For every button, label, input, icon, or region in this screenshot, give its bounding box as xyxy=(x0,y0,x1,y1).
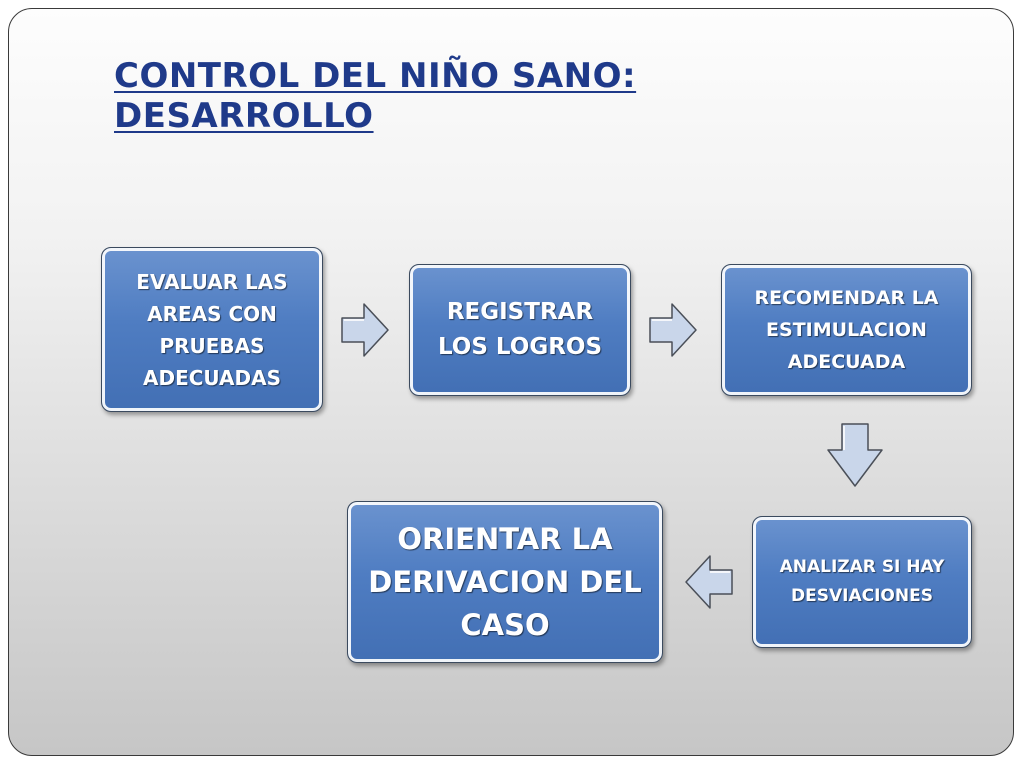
step-registrar xyxy=(409,264,631,396)
title-line-1: CONTROL DEL NIÑO SANO: xyxy=(114,56,637,96)
step-registrar-label: REGISTRAR LOS LOGROS xyxy=(437,299,603,360)
step-orientar xyxy=(347,501,663,663)
step-analizar xyxy=(752,516,972,648)
arrow-left-icon xyxy=(682,552,736,612)
step-evaluar-label: EVALUAR LAS AREAS CON PRUEBAS ADECUADAS xyxy=(136,269,288,390)
step-recomendar-label: RECOMENDAR LA ESTIMULACION ADECUADA xyxy=(754,287,939,373)
step-recomendar xyxy=(721,264,972,396)
step-analizar-label: ANALIZAR SI HAY DESVIACIONES xyxy=(779,557,945,606)
slide-title xyxy=(114,56,636,136)
arrow-right-icon xyxy=(338,300,392,360)
step-evaluar xyxy=(101,247,323,412)
step-orientar-label: ORIENTAR LA DERIVACION DEL CASO xyxy=(368,521,642,642)
arrow-down-icon xyxy=(824,420,886,490)
title-line-2: DESARROLLO xyxy=(114,96,374,136)
arrow-right-icon xyxy=(646,300,700,360)
